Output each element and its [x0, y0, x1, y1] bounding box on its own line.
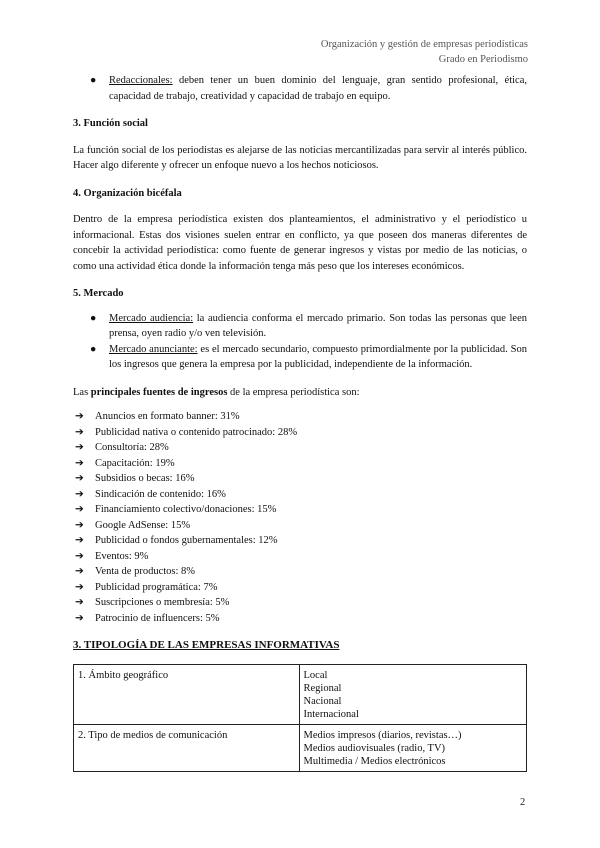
arrow-icon: ➔	[75, 457, 84, 469]
bullet-text: deben tener un buen dominio del lenguaje, gran sentido profesional, ética, capacidad de trabajo, creatividad y capacidad de trabajo en equipo.	[109, 75, 527, 102]
list-item	[73, 456, 527, 472]
section-heading-tipologia: 3. TIPOLOGÍA DE LAS EMPRESAS INFORMATIVAS	[73, 639, 340, 651]
arrow-icon: ➔	[75, 566, 84, 577]
page-content	[73, 73, 527, 772]
ingreso-text: Publicidad o fondos gubernamentales: 12%	[95, 535, 278, 546]
table-cell-value: Multimedia / Medios electrónicos	[303, 755, 446, 767]
bullet-term: Mercado audiencia:	[109, 312, 194, 324]
running-header	[321, 37, 528, 67]
ingresos-intro-after: de la empresa periodística son:	[227, 386, 360, 398]
ingreso-text: Capacitación: 19%	[95, 457, 175, 469]
arrow-icon: ➔	[75, 411, 84, 422]
ingreso-text: Publicidad nativa o contenido patrocinado: 28%	[95, 426, 298, 438]
table-row	[74, 724, 527, 771]
ingreso-text: Google AdSense: 15%	[95, 519, 191, 531]
ingreso-text: Financiamiento colectivo/donaciones: 15%	[95, 504, 277, 515]
list-item	[73, 471, 527, 487]
table-cell-label: 2. Tipo de medios de comunicación	[74, 724, 300, 771]
arrow-icon: ➔	[75, 519, 84, 531]
list-item	[73, 502, 527, 518]
bullet-text: la audiencia conforma el mercado primario. Son todas las personas que leen prensa, oyen radio y/o ven televisión.	[109, 312, 527, 339]
list-item	[73, 533, 527, 549]
list-item	[73, 342, 527, 373]
table-cell-label: 1. Ámbito geográfico	[74, 664, 300, 724]
bullet-term: Mercado anunciante:	[109, 343, 198, 355]
list-item	[73, 518, 527, 534]
ingreso-text: Sindicación de contenido: 16%	[95, 488, 226, 500]
section-heading-mercado: 5. Mercado	[73, 288, 124, 299]
table-cell-value: Local	[303, 669, 328, 681]
list-item	[73, 564, 527, 580]
arrow-icon: ➔	[75, 488, 84, 500]
list-item	[73, 425, 527, 441]
arrow-icon: ➔	[75, 426, 84, 438]
list-item	[73, 549, 527, 565]
table-cell-value: Medios impresos (diarios, revistas…)	[303, 729, 462, 741]
mercado-list	[73, 311, 527, 373]
list-item	[73, 73, 527, 104]
header-degree: Grado en Periodismo	[438, 54, 528, 65]
list-item	[73, 311, 527, 342]
arrow-icon: ➔	[75, 581, 84, 593]
bullet-term: Redaccionales:	[109, 75, 173, 86]
arrow-icon: ➔	[75, 442, 84, 453]
redaccionales-list	[73, 73, 527, 104]
list-item	[73, 595, 527, 611]
table-cell-value: Medios audiovisuales (radio, TV)	[303, 742, 446, 754]
arrow-icon: ➔	[75, 550, 84, 562]
arrow-icon: ➔	[75, 473, 84, 484]
paragraph-funcion-social: La función social de los periodistas es alejarse de las noticias mercantilizadas para servir al interés público. Hacer algo diferente y ofrecer un enfoque nuevo a los hechos noticiosos.	[73, 144, 527, 171]
list-item	[73, 440, 527, 456]
bullet-text: es el mercado secundario, compuesto primordialmente por la publicidad. Son los ingresos que genera la empresa por la publicidad, independiente de la información.	[109, 343, 527, 370]
section-heading-organizacion-bicefala: 4. Organización bicéfala	[73, 187, 182, 199]
bullet-icon: ●	[90, 75, 97, 86]
bullet-icon: ●	[90, 312, 97, 324]
ingresos-intro-bold: principales fuentes de ingresos	[90, 386, 228, 398]
ingreso-text: Eventos: 9%	[95, 550, 149, 562]
ingreso-text: Venta de productos: 8%	[95, 566, 196, 577]
ingreso-text: Subsidios o becas: 16%	[95, 473, 195, 484]
list-item	[73, 487, 527, 503]
list-item	[73, 611, 527, 627]
table-cell-value: Nacional	[303, 695, 342, 707]
page-number: 2	[520, 797, 526, 808]
ingresos-intro	[73, 385, 527, 401]
table-row	[74, 664, 527, 724]
table-cell-value: Regional	[303, 682, 342, 694]
list-item	[73, 580, 527, 596]
ingresos-intro-before: Las	[73, 386, 91, 398]
ingreso-text: Publicidad programática: 7%	[95, 581, 218, 593]
table-cell-value: Internacional	[303, 708, 359, 720]
header-course-title: Organización y gestión de empresas periodísticas	[320, 39, 528, 50]
arrow-icon: ➔	[75, 535, 84, 546]
ingreso-text: Consultoría: 28%	[95, 442, 169, 453]
ingresos-list	[73, 409, 527, 626]
bullet-icon: ●	[90, 343, 97, 355]
ingreso-text: Suscripciones o membresía: 5%	[95, 597, 230, 608]
table-cell-values	[299, 724, 527, 771]
list-item	[73, 409, 527, 425]
arrow-icon: ➔	[75, 597, 84, 608]
tipologia-table	[73, 664, 527, 772]
ingreso-text: Patrocinio de influencers: 5%	[95, 612, 220, 624]
arrow-icon: ➔	[75, 504, 84, 515]
paragraph-organizacion-bicefala: Dentro de la empresa periodística existen dos planteamientos, el administrativo y el periodístico u informacional. Estas dos visiones suelen entrar en conflicto, ya que poseen dos maneras diferentes de concebir la actividad periodística: como fuente de generar ingresos y vistas por medio de las noticias, o como una actividad ética donde la información tenga más peso que los intereses económicos.	[73, 214, 527, 272]
ingreso-text: Anuncios en formato banner: 31%	[95, 411, 240, 422]
section-heading-funcion-social: 3. Función social	[73, 118, 148, 129]
table-cell-values	[299, 664, 527, 724]
arrow-icon: ➔	[75, 612, 84, 624]
